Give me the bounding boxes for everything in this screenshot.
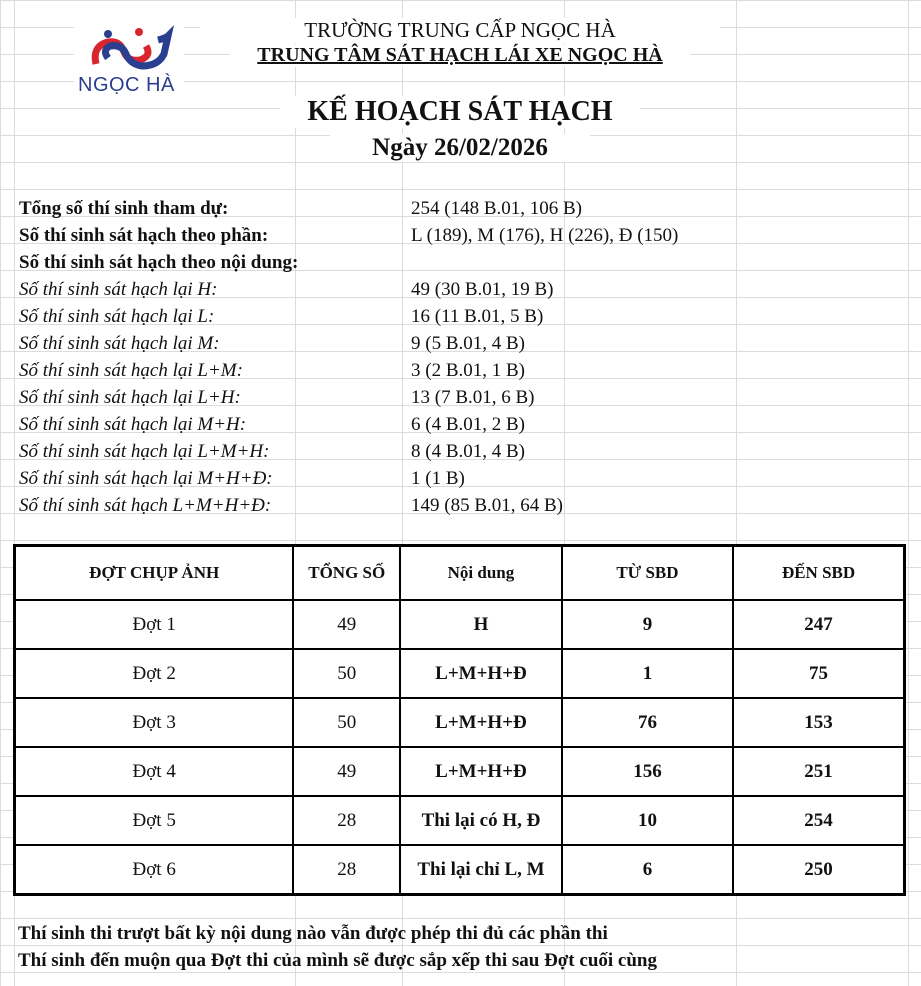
total-cell: 28 xyxy=(293,796,400,845)
notes xyxy=(18,920,657,974)
stat-row xyxy=(15,276,915,303)
stat-row xyxy=(15,303,915,330)
to-sbd-cell: 75 xyxy=(733,649,904,698)
header-noi-dung: Nội dung xyxy=(400,546,562,601)
logo xyxy=(74,18,184,98)
header-tu-sbd: TỪ SBD xyxy=(562,546,733,601)
batch-cell: Đợt 1 xyxy=(15,600,294,649)
stat-label: Số thí sinh sát hạch lại M+H: xyxy=(19,414,247,435)
total-cell: 50 xyxy=(293,698,400,747)
ngoc-ha-logo-icon xyxy=(74,18,184,74)
total-cell: 50 xyxy=(293,649,400,698)
stat-value: 13 (7 B.01, 6 B) xyxy=(411,387,535,408)
stat-label: Số thí sinh sát hạch lại L+H: xyxy=(19,387,241,408)
total-cell: 49 xyxy=(293,600,400,649)
batch-cell: Đợt 2 xyxy=(15,649,294,698)
stat-label: Số thí sinh sát hạch lại M: xyxy=(19,333,220,354)
total-cell: 49 xyxy=(293,747,400,796)
stat-value: 149 (85 B.01, 64 B) xyxy=(411,495,563,516)
stat-value: 3 (2 B.01, 1 B) xyxy=(411,360,525,381)
from-sbd-cell: 10 xyxy=(562,796,733,845)
stat-value: 8 (4 B.01, 4 B) xyxy=(411,441,525,462)
content-cell: L+M+H+Đ xyxy=(400,698,562,747)
stat-value: 1 (1 B) xyxy=(411,468,465,489)
to-sbd-cell: 254 xyxy=(733,796,904,845)
stat-value: 49 (30 B.01, 19 B) xyxy=(411,279,554,300)
schedule-table xyxy=(13,544,906,896)
note-late-arrival: Thí sinh đến muộn qua Đợt thi của mình sẽ được sắp xếp thi sau Đợt cuối cùng xyxy=(18,950,657,971)
stat-label: Tổng số thí sinh tham dự: xyxy=(19,198,229,219)
table-row xyxy=(15,845,905,895)
to-sbd-cell: 247 xyxy=(733,600,904,649)
stat-label: Số thí sinh sát hạch theo phần: xyxy=(19,225,269,246)
stat-row xyxy=(15,411,915,438)
header-tong-so: TỔNG SỐ xyxy=(293,546,400,601)
stat-label: Số thí sinh sát hạch lại H: xyxy=(19,279,218,300)
header-den-sbd: ĐẾN SBD xyxy=(733,546,904,601)
stat-label: Số thí sinh sát hạch lại M+H+Đ: xyxy=(19,468,273,489)
table-row xyxy=(15,747,905,796)
table-row xyxy=(15,698,905,747)
stat-value: L (189), M (176), H (226), Đ (150) xyxy=(411,225,679,246)
stat-row xyxy=(15,357,915,384)
to-sbd-cell: 250 xyxy=(733,845,904,895)
total-cell: 28 xyxy=(293,845,400,895)
table-header-row xyxy=(15,546,905,601)
batch-cell: Đợt 3 xyxy=(15,698,294,747)
stat-value: 9 (5 B.01, 4 B) xyxy=(411,333,525,354)
content-cell: Thi lại chỉ L, M xyxy=(400,845,562,895)
stats-list xyxy=(15,195,915,519)
stat-row xyxy=(15,195,915,222)
note-retake-all: Thí sinh thi trượt bất kỳ nội dung nào vẫn được phép thi đủ các phần thi xyxy=(18,923,608,944)
from-sbd-cell: 6 xyxy=(562,845,733,895)
stat-value: 16 (11 B.01, 5 B) xyxy=(411,306,544,327)
stat-label: Số thí sinh sát hạch L+M+H+Đ: xyxy=(19,495,272,516)
batch-cell: Đợt 6 xyxy=(15,845,294,895)
from-sbd-cell: 1 xyxy=(562,649,733,698)
content-cell: H xyxy=(400,600,562,649)
to-sbd-cell: 251 xyxy=(733,747,904,796)
stat-label: Số thí sinh sát hạch lại L+M+H: xyxy=(19,441,270,462)
batch-cell: Đợt 4 xyxy=(15,747,294,796)
table-row xyxy=(15,649,905,698)
stat-row xyxy=(15,222,915,249)
content-cell: L+M+H+Đ xyxy=(400,649,562,698)
logo-text: NGỌC HÀ xyxy=(78,74,175,96)
batch-cell: Đợt 5 xyxy=(15,796,294,845)
stat-row xyxy=(15,330,915,357)
stat-row xyxy=(15,249,915,276)
stat-row xyxy=(15,438,915,465)
from-sbd-cell: 156 xyxy=(562,747,733,796)
stat-value: 6 (4 B.01, 2 B) xyxy=(411,414,525,435)
stat-label: Số thí sinh sát hạch lại L: xyxy=(19,306,215,327)
stat-label: Số thí sinh sát hạch lại L+M: xyxy=(19,360,243,381)
from-sbd-cell: 9 xyxy=(562,600,733,649)
to-sbd-cell: 153 xyxy=(733,698,904,747)
stat-row xyxy=(15,492,915,519)
center-name: TRUNG TÂM SÁT HẠCH LÁI XE NGỌC HÀ xyxy=(230,44,690,67)
stat-row xyxy=(15,465,915,492)
from-sbd-cell: 76 xyxy=(562,698,733,747)
content-cell: L+M+H+Đ xyxy=(400,747,562,796)
stat-label: Số thí sinh sát hạch theo nội dung: xyxy=(19,252,299,273)
page-title: KẾ HOẠCH SÁT HẠCH xyxy=(280,96,640,128)
table-row xyxy=(15,796,905,845)
stat-row xyxy=(15,384,915,411)
header-dot-chup-anh: ĐỢT CHỤP ẢNH xyxy=(15,546,294,601)
school-name: TRƯỜNG TRUNG CẤP NGỌC HÀ xyxy=(200,18,720,43)
content-cell: Thi lại có H, Đ xyxy=(400,796,562,845)
exam-date: Ngày 26/02/2026 xyxy=(330,134,590,162)
stat-value: 254 (148 B.01, 106 B) xyxy=(411,198,582,219)
table-row xyxy=(15,600,905,649)
